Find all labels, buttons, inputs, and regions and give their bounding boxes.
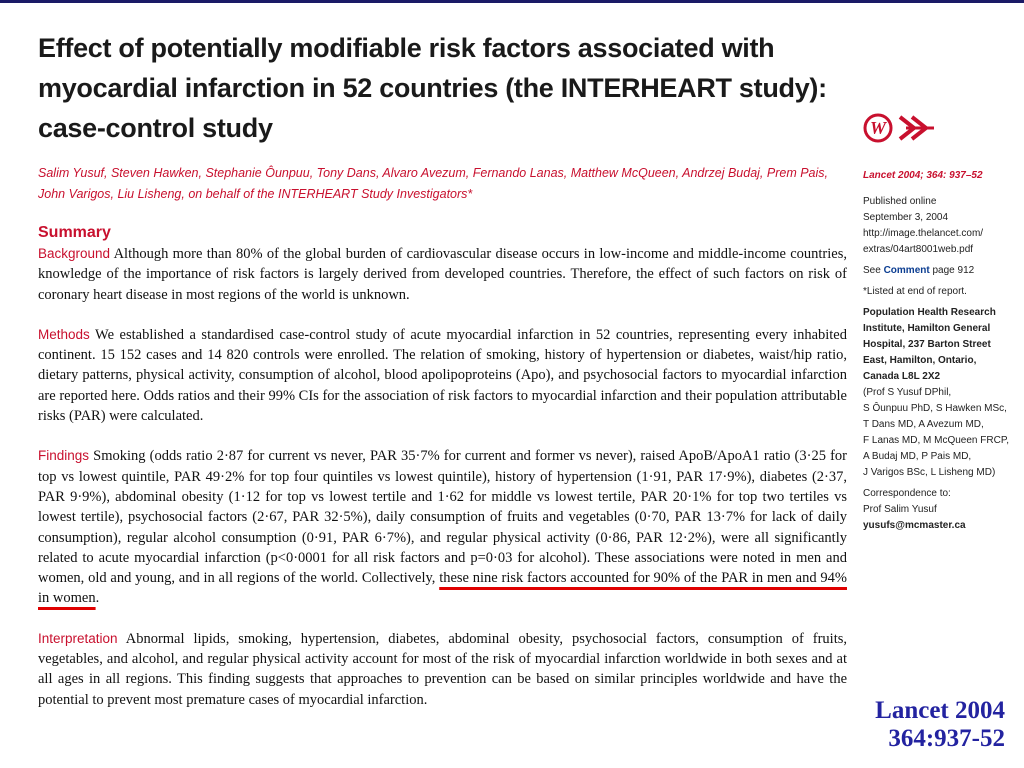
correspondence-name: Prof Salim Yusuf [863,504,937,515]
background-label: Background [38,246,111,261]
institution-block [863,305,1013,385]
institution-line: Hospital, 237 Barton Street [863,339,991,350]
comment-page: page 912 [932,265,975,276]
affiliation-line: S Ôunpuu PhD, S Hawken MSc, [863,403,1007,414]
summary-heading: Summary [38,224,111,241]
findings-text: Smoking (odds ratio 2·87 for current vs never, PAR 35·7% for current and former vs never), raised ApoB/ApoA1 ratio (3·25 for top vs lowest quintile, PAR 49·2% for top four quintiles vs lowest quintile), history of hypertension (1·91, PAR 17·9%), diabetes (2·37, PAR 9·9%), abdominal obesity (1·12 for top vs lowest tertile and 1·62 for middle vs lowest tertile, PAR 20·1% for top two tertiles vs lowest tertile), psychosocial factors (2·67, PAR 32·5%), daily consumption of fruits and vegetables (0·70, PAR 13·7% for lack of daily consumption), regular alcohol consumption (0·91, PAR 6·7%), and regular physical activity (0·86, PAR 12·2%), were all significantly related to acute myocardial infarction (p<0·0001 for all risk factors and p=0·03 for alcohol). These associations were noted in men and women, old and young, and in all regions of the world. Collectively, [38,448,847,587]
interpretation-label: Interpretation [38,630,118,646]
institution-line: Population Health Research [863,307,996,318]
institution-line: East, Hamilton, Ontario, [863,355,977,366]
top-border-line [0,0,1024,3]
institution-line: Institute, Hamilton General [863,323,991,334]
arrow-logo-icon [900,117,934,139]
reference-line1: Lancet 2004 [875,697,1005,724]
interpretation-paragraph [38,629,847,710]
findings-end: . [95,590,100,607]
see-label: See [863,265,881,276]
sidebar-citation: Lancet 2004; 364: 937–52 [863,170,983,181]
findings-label: Findings [38,448,90,464]
background-paragraph [38,244,847,305]
reference-line2: 364:937-52 [888,725,1005,752]
methods-paragraph [38,325,847,426]
article-title: Effect of potentially modifiable risk factors associated with myocardial infarction in 52 countries (the INTERHEART study): case-control study [38,33,827,143]
article-url-line2[interactable]: extras/04art8001web.pdf [863,244,974,255]
comment-link[interactable]: Comment [883,265,930,276]
author-list: Salim Yusuf, Steven Hawken, Stephanie Ôunpuu, Tony Dans, Alvaro Avezum, Fernando Lanas, Matthew McQueen, Andrzej Budaj, Prem Pais, John Varigos, Liu Lisheng, on behalf of the INTERHEART Study Investigators* [38,166,829,201]
svg-text:W: W [869,118,887,138]
findings-paragraph [38,446,847,608]
affiliation-line: F Lanas MD, M McQueen FRCP, [863,435,1009,446]
affiliation-line: J Varigos BSc, L Lisheng MD) [863,467,996,478]
article-url-line1[interactable]: http://image.thelancet.com/ [863,228,984,239]
sidebar [863,168,1013,534]
affiliation-line: A Budaj MD, P Pais MD, [863,451,972,462]
interpretation-text: Abnormal lipids, smoking, hypertension, diabetes, abdominal obesity, psychosocial factors, consumption of fruits, vegetables, and alcohol, and regular physical activity account for most of the risk of myocardial infarction worldwide in both sexes and at all ages in all regions. This finding suggests that approaches to prevention can be based on similar principles worldwide and have the potential to prevent most premature cases of myocardial infarction. [38,630,848,708]
lancet-logo-icon [865,115,891,141]
findings-highlight: these nine risk factors accounted for 90% of the PAR in men and 94% in women [38,570,847,607]
summary-section [38,222,847,730]
affiliation-line: T Dans MD, A Avezum MD, [863,419,984,430]
correspondence-label: Correspondence to: [863,488,951,499]
affiliation-line: (Prof S Yusuf DPhil, [863,387,952,398]
institution-line: Canada L8L 2X2 [863,371,941,382]
slide-reference [875,697,1005,753]
background-text: Although more than 80% of the global burden of cardiovascular disease occurs in low-income and middle-income countries, knowledge of the importance of risk factors is largely derived from developed countries. Therefore, the effect of such factors on risk of coronary heart disease in most regions of the world is unknown. [38,246,847,303]
affiliations-block [863,385,1013,481]
see-comment [863,263,1013,279]
correspondence-email[interactable]: yusufs@mcmaster.ca [863,520,966,531]
methods-text: We established a standardised case-control study of acute myocardial infarction in 52 countries, representing every inhabited continent. 15 152 cases and 14 820 controls were enrolled. The relation of smoking, history of hypertension or diabetes, waist/hip ratio, dietary patterns, physical activity, consumption of alcohol, blood apolipoproteins (Apo), and psychosocial factors to myocardial infarction are reported here. Odds ratios and their 99% CIs for the association of risk factors to myocardial infarction and their population attributable risks (PAR) were calculated. [38,326,847,425]
published-label: Published online [863,196,937,207]
journal-logo [862,110,942,146]
methods-label: Methods [38,326,90,342]
published-date: September 3, 2004 [863,212,949,223]
listed-note: *Listed at end of report. [863,286,967,297]
